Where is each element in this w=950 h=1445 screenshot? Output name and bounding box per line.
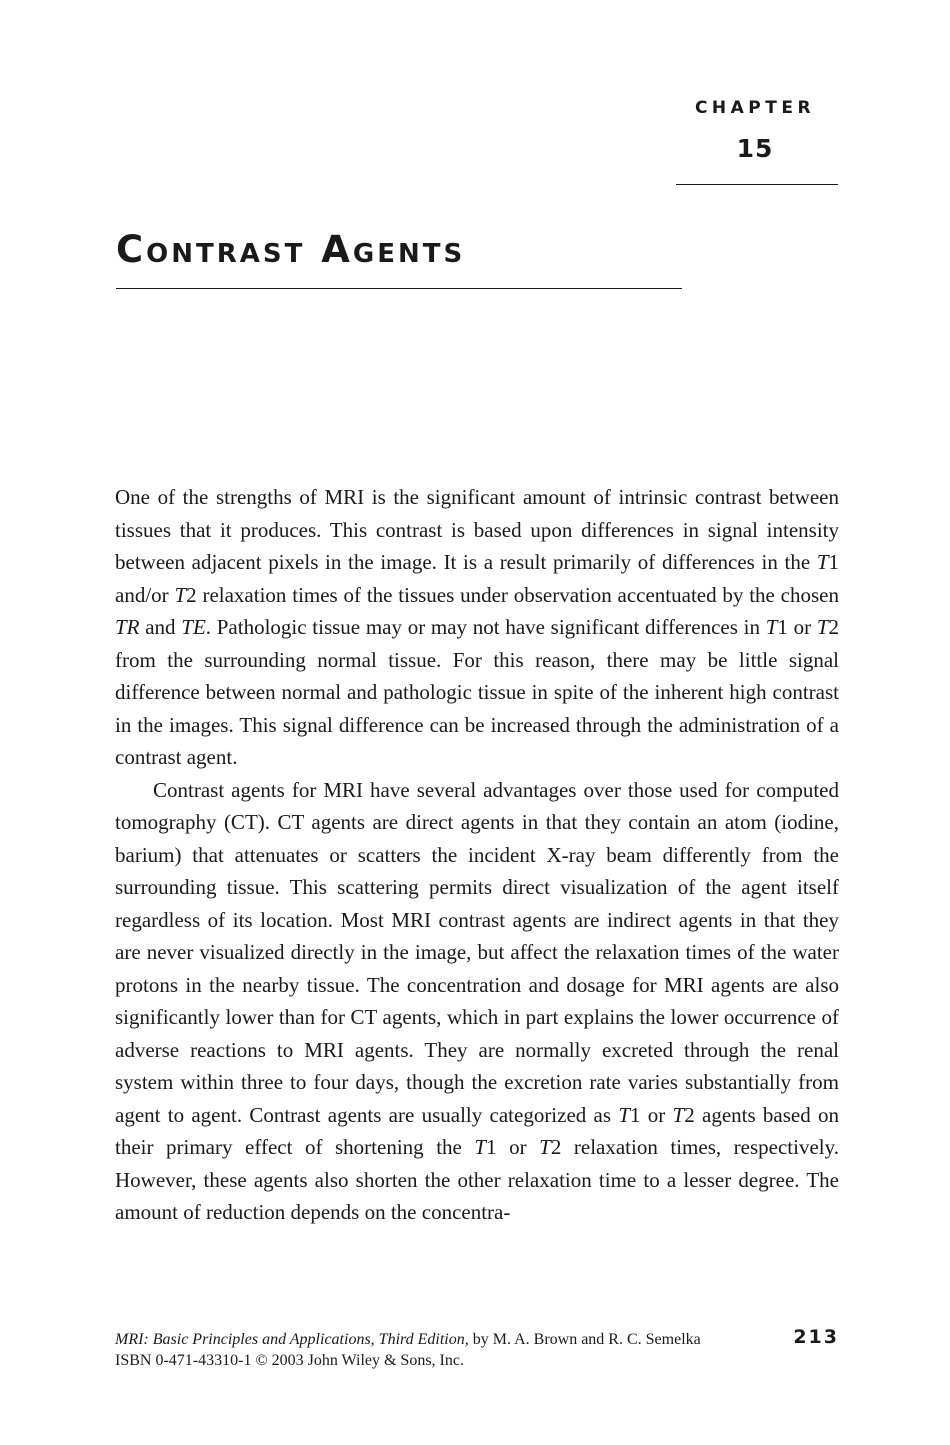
footer-citation bbox=[115, 1326, 839, 1350]
italic-term: T bbox=[474, 1135, 487, 1159]
italic-term: T bbox=[672, 1102, 685, 1127]
chapter-number: 15 bbox=[736, 134, 774, 163]
italic-term: T bbox=[816, 615, 829, 639]
italic-term: T bbox=[618, 1102, 631, 1127]
italic-term: T bbox=[174, 582, 187, 607]
italic-term: TR bbox=[115, 615, 140, 639]
chapter-label: CHAPTER bbox=[694, 98, 816, 118]
title-divider bbox=[116, 288, 682, 289]
chapter-divider bbox=[676, 184, 838, 185]
italic-term: T bbox=[539, 1135, 551, 1159]
footer-authors: by M. A. Brown and R. C. Semelka bbox=[468, 1331, 701, 1348]
page-footer bbox=[115, 1326, 839, 1371]
chapter-title: Contrast Agents bbox=[116, 228, 466, 271]
italic-term: T bbox=[765, 615, 778, 639]
footer-book-title: MRI: Basic Principles and Applications, Third Edition, bbox=[115, 1331, 469, 1348]
italic-term: TE bbox=[181, 615, 206, 639]
body-text bbox=[115, 481, 839, 1229]
page-number: 213 bbox=[793, 1326, 839, 1348]
paragraph: Contrast agents for MRI have several advantages over those used for computed tomography (CT). CT agents are direct agents in that they contain an atom (iodine, barium) that attenuates or scatters the incident X-ray beam differently from the surrounding tissue. This scattering permits direct visualization of the agent itself regardless of its location. Most MRI contrast agents are indirect agents in that they are never visualized directly in the image, but affect the relaxation times of the water protons in the nearby tissue. The concentration and dosage for MRI agents are also significantly lower than for CT agents, which in part explains the lower occurrence of adverse reactions to MRI agents. They are normally excreted through the renal system within three to four days, though the excretion rate varies substantially from agent to agent. Contrast agents are usually categorized as T1 or T2 agents based on their primary effect of shortening the T1 or T2 relaxation times, respectively. However, these agents also shorten the other relaxation time to a lesser degree. The amount of reduction depends on the concentra- bbox=[115, 777, 840, 1224]
paragraph: One of the strengths of MRI is the significant amount of intrinsic contrast between tissues that it produces. This contrast is based upon differences in signal intensity between adjacent pixels in the image. It is a result primarily of differences in the T1 and/or T2 relaxation times of the tissues under observation accentuated by the chosen TR and TE. Pathologic tissue may or may not have significant differences in T1 or T2 from the surrounding normal tissue. For this reason, there may be little signal difference between normal and pathologic tissue in spite of the inherent high contrast in the images. This signal difference can be increased through the administration of a contrast agent. bbox=[115, 485, 840, 769]
footer-isbn: ISBN 0-471-43310-1 © 2003 John Wiley & Sons, Inc. bbox=[115, 1352, 464, 1369]
italic-term: T bbox=[816, 550, 829, 574]
